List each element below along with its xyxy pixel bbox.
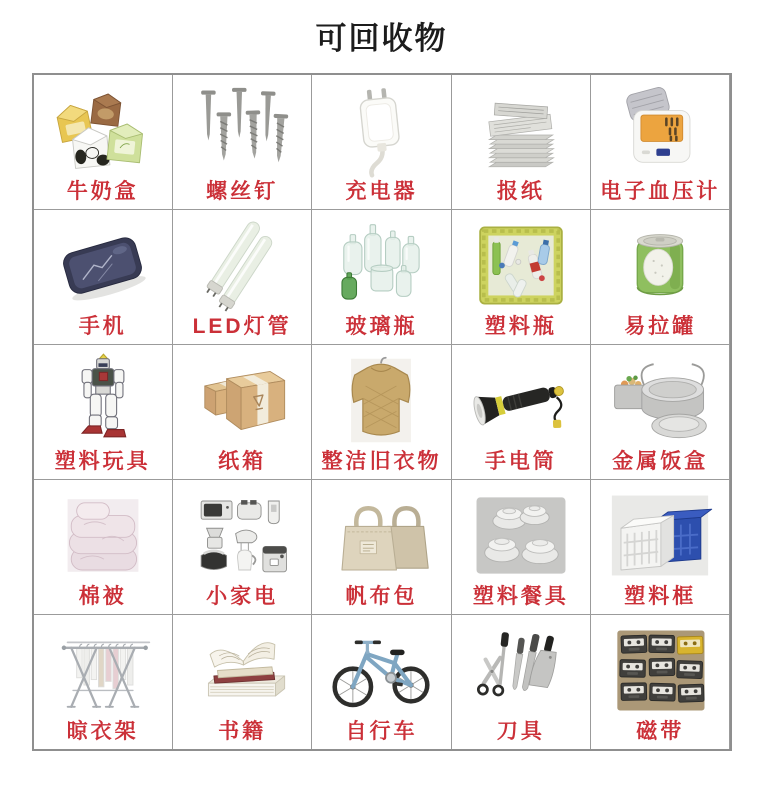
cell-clothes-drying-rack: [34, 615, 172, 749]
cell-led-tubes: [173, 210, 311, 344]
plastic-tableware-icon: [462, 487, 580, 584]
canvas-bags-icon: [322, 487, 440, 584]
recyclables-grid: [32, 73, 732, 751]
item-label: 小家电: [206, 585, 279, 608]
cell-cardboard-boxes: [173, 345, 311, 479]
plastic-toy-robot-icon: [44, 352, 162, 449]
knives-icon: [462, 622, 580, 719]
books-icon: [183, 622, 301, 719]
mobile-phone-icon: [44, 217, 162, 314]
item-label: 纸箱: [218, 450, 267, 473]
item-label: 塑料框: [624, 585, 697, 608]
cell-canvas-bags: [312, 480, 450, 614]
item-label: 易拉罐: [624, 315, 697, 338]
item-label: 帆布包: [345, 585, 418, 608]
cell-milk-cartons: [34, 75, 172, 209]
clothes-drying-rack-icon: [44, 622, 162, 719]
cell-cassette-tapes: [591, 615, 729, 749]
item-label: 晾衣架: [66, 720, 139, 743]
glass-bottles-icon: [322, 217, 440, 314]
item-label: 牛奶盒: [66, 180, 139, 203]
item-label: 金属饭盒: [612, 450, 709, 473]
cassette-tapes-icon: [601, 622, 719, 719]
cell-plastic-tableware: [452, 480, 590, 614]
item-label: 整洁旧衣物: [321, 450, 442, 473]
newspapers-icon: [462, 82, 580, 179]
led-tubes-icon: [183, 217, 301, 314]
blood-pressure-monitor-icon: [601, 82, 719, 179]
aluminum-can-icon: [601, 217, 719, 314]
bicycle-icon: [322, 622, 440, 719]
flashlight-icon: [462, 352, 580, 449]
item-label: 手电筒: [484, 450, 557, 473]
small-appliances-icon: [183, 487, 301, 584]
item-label: 螺丝钉: [206, 180, 279, 203]
cell-books: [173, 615, 311, 749]
screws-icon: [183, 82, 301, 179]
item-label: 塑料餐具: [472, 585, 569, 608]
cell-screws: [173, 75, 311, 209]
milk-cartons-icon: [44, 82, 162, 179]
plastic-crates-icon: [601, 487, 719, 584]
cell-plastic-bottles-crate: [452, 210, 590, 344]
old-clothes-jacket-icon: [322, 352, 440, 449]
cell-metal-lunchboxes: [591, 345, 729, 479]
item-label: 棉被: [78, 585, 127, 608]
cell-flashlight: [452, 345, 590, 479]
cell-plastic-toy-robot: [34, 345, 172, 479]
metal-lunchboxes-icon: [601, 352, 719, 449]
cotton-quilt-icon: [44, 487, 162, 584]
cell-cotton-quilt: [34, 480, 172, 614]
plastic-bottles-crate-icon: [462, 217, 580, 314]
item-label: 磁带: [636, 720, 685, 743]
item-label: 刀具: [496, 720, 545, 743]
item-label: 塑料玩具: [54, 450, 151, 473]
item-label: 塑料瓶: [484, 315, 557, 338]
cardboard-boxes-icon: [183, 352, 301, 449]
item-label: 充电器: [345, 180, 418, 203]
item-label: 报纸: [496, 180, 545, 203]
item-label: 电子血压计: [600, 180, 721, 203]
charger-icon: [322, 82, 440, 179]
cell-aluminum-can: [591, 210, 729, 344]
item-label: 手机: [78, 315, 127, 338]
item-label: LED灯管: [192, 315, 292, 338]
cell-glass-bottles: [312, 210, 450, 344]
cell-old-clothes-jacket: [312, 345, 450, 479]
cell-knives: [452, 615, 590, 749]
cell-bicycle: [312, 615, 450, 749]
cell-newspapers: [452, 75, 590, 209]
page-title: 可回收物: [315, 21, 448, 56]
cell-blood-pressure-monitor: [591, 75, 729, 209]
item-label: 玻璃瓶: [345, 315, 418, 338]
item-label: 自行车: [345, 720, 418, 743]
cell-plastic-crates: [591, 480, 729, 614]
cell-small-appliances: [173, 480, 311, 614]
cell-mobile-phone: [34, 210, 172, 344]
item-label: 书籍: [218, 720, 267, 743]
cell-charger: [312, 75, 450, 209]
